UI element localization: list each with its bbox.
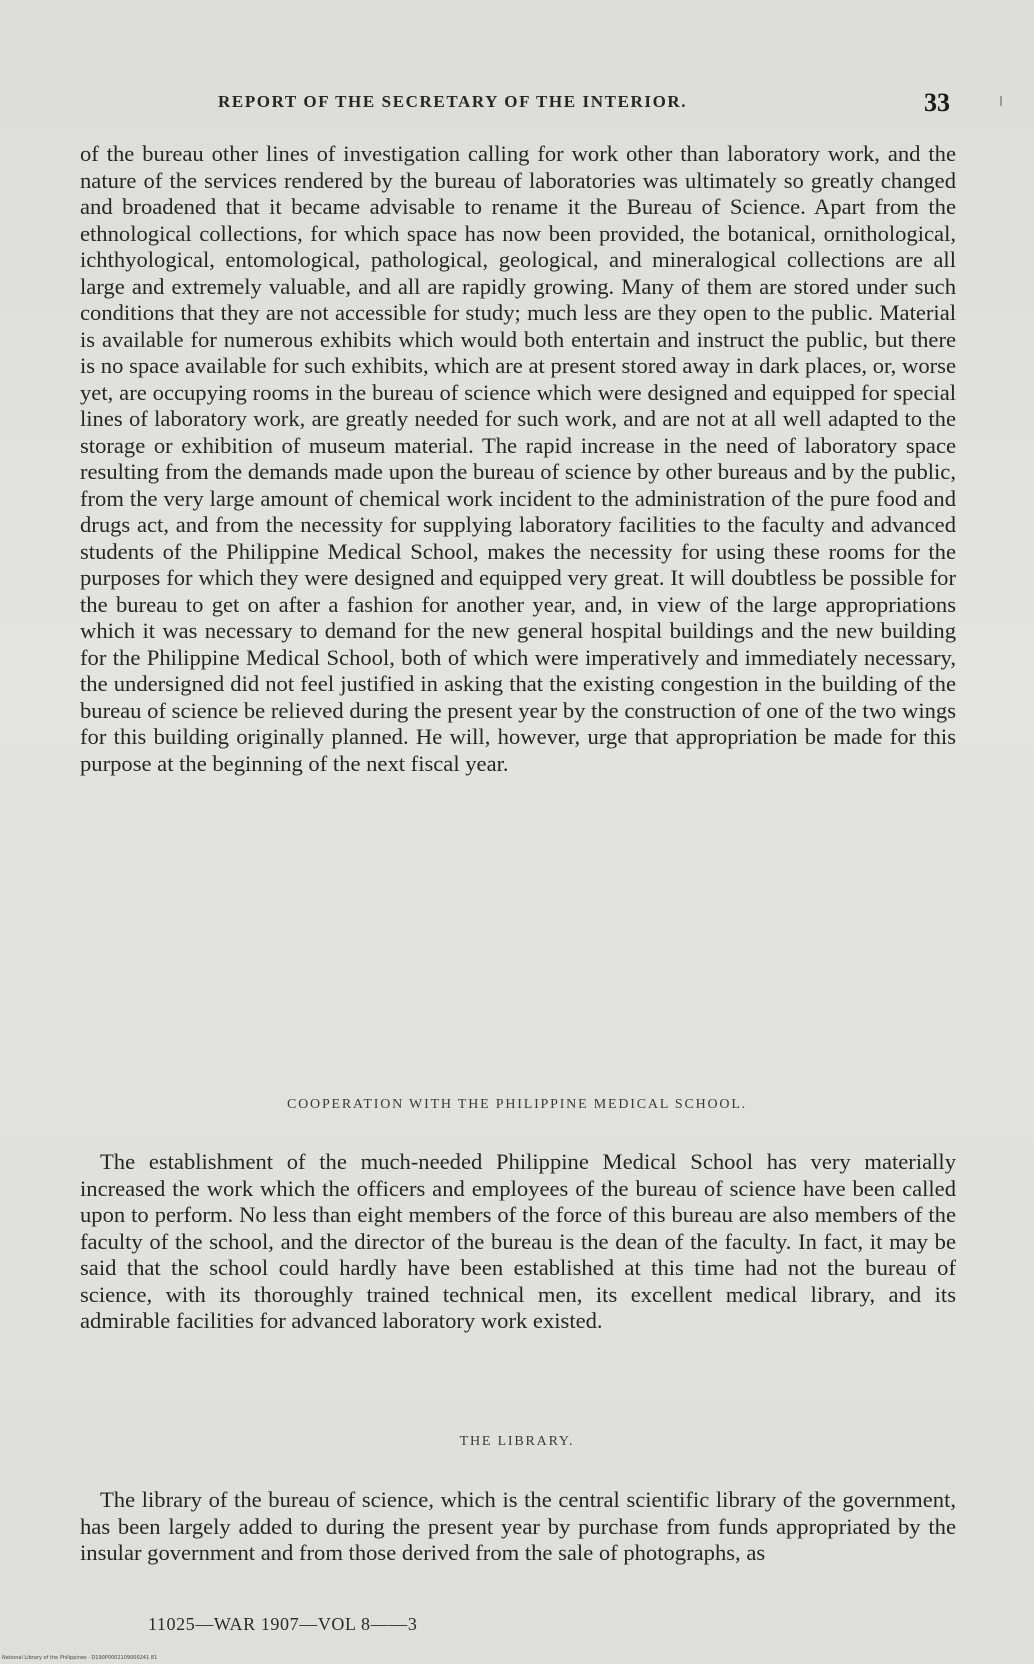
- scan-artifact: [1000, 96, 1002, 106]
- body-paragraph-bureau-of-science: [80, 141, 956, 777]
- body-paragraph-medical-school: [80, 1149, 956, 1335]
- section-heading-cooperation: COOPERATION WITH THE PHILIPPINE MEDICAL SCHOOL.: [286, 1097, 747, 1112]
- running-head: [0, 88, 1034, 120]
- paragraph-text: of the bureau other lines of investigation calling for work other than laboratory work, and the nature of the services rendered by the bureau of laboratories was ultimately so greatly changed and broadened that it became advisable to rename it the Bureau of Science. Apart from the ethnological collections, for which space has now been provided, the botanical, ornithological, ichthyological, entomological, pathological, geological, and mineralogical collections are all large and extremely valuable, and all are rapidly growing. Many of them are stored under such conditions that they are not accessible for study; much less are they open to the public. Material is available for numerous exhibits which would both entertain and instruct the public, but there is no space available for such exhibits, which are at present stored away in dark places, or, worse yet, are occupying rooms in the bureau of science which were designed and equipped for special lines of laboratory work, are greatly needed for such work, and are not at all well adapted to the storage or exhibition of museum material. The rapid increase in the need of laboratory space resulting from the demands made upon the bureau of science by other bureaus and by the public, from the very large amount of chemical work incident to the administration of the pure food and drugs act, and from the necessity for supplying laboratory facilities to the faculty and advanced students of the Philippine Medical School, makes the necessity for using these rooms for the purposes for which they were designed and equipped very great. It will doubtless be possible for the bureau to get on after a fashion for another year, and, in view of the large appropriations which it was necessary to demand for the new general hospital buildings and the new building for the Philippine Medical School, both of which were imperatively and immediately necessary, the undersigned did not feel justified in asking that the existing congestion in the building of the bureau of science be relieved during the present year by the construction of one of the two wings for this building originally planned. He will, however, urge that appropriation be made for this purpose at the beginning of the next fiscal year.: [80, 141, 956, 776]
- page-number: 33: [924, 88, 950, 117]
- digitization-credit: National Library of the Philippines · D190P0002109000241 81: [2, 1655, 158, 1661]
- paragraph-text: The establishment of the much-needed Philippine Medical School has very materially increased the work which the officers and employees of the bureau of science have been called upon to perform. No less than eight members of the force of this bureau are also members of the faculty of the school, and the director of the bureau is the dean of the faculty. In fact, it may be said that the school could hardly have been established at this time had not the bureau of science, with its thoroughly trained technical men, its excellent medical library, and its admirable facilities for advanced laboratory work existed.: [80, 1149, 956, 1333]
- paragraph-text: The library of the bureau of science, which is the central scientific library of the government, has been largely added to during the present year by purchase from funds appropriated by the insular government and from those derived from the sale of photographs, as: [80, 1487, 956, 1565]
- printer-signature-line: 11025—WAR 1907—VOL 8——3: [148, 1614, 418, 1634]
- body-paragraph-library: [80, 1487, 956, 1567]
- section-heading-library: THE LIBRARY.: [459, 1434, 575, 1449]
- running-title: REPORT OF THE SECRETARY OF THE INTERIOR.: [218, 92, 688, 111]
